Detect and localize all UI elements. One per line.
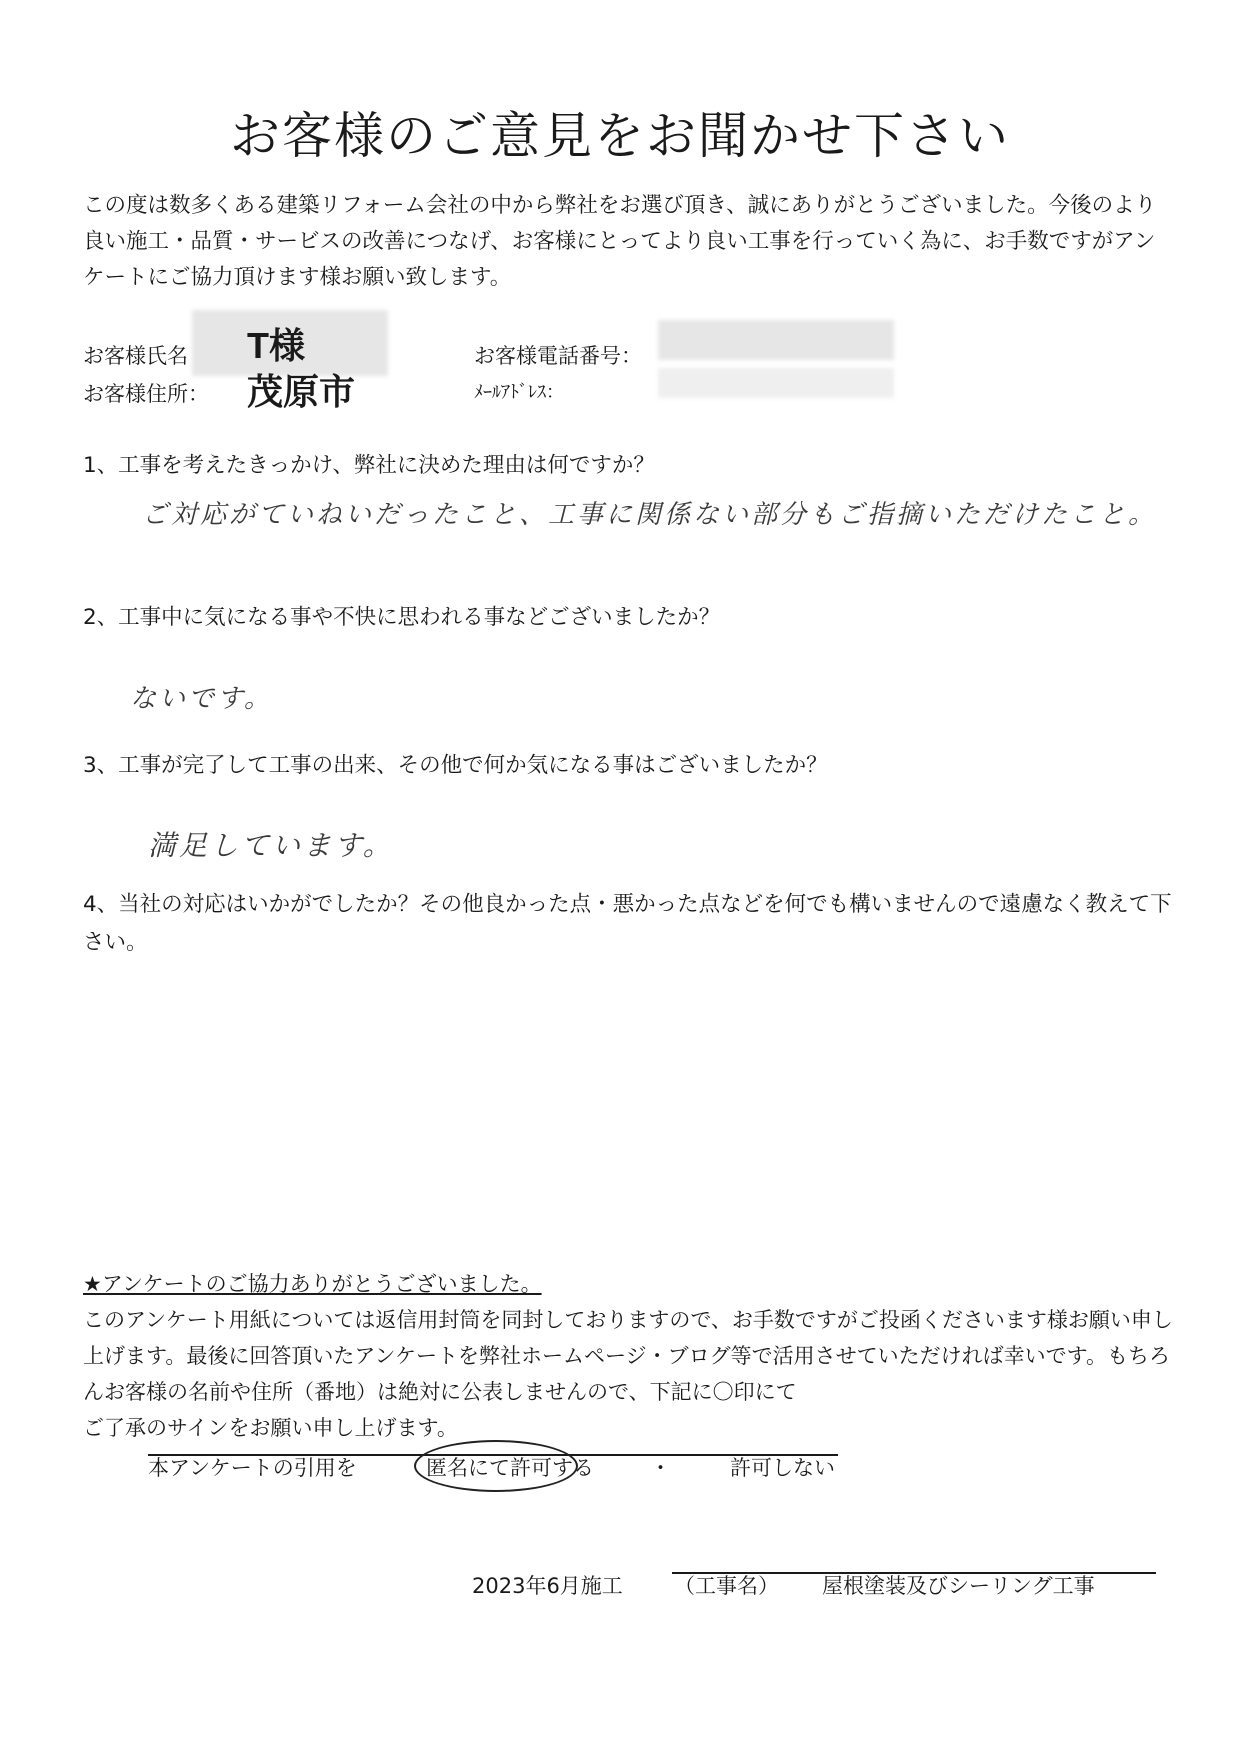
work-name-label: （工事名）: [674, 1574, 779, 1598]
question-2: 2、工事中に気になる事や不快に思われる事などございましたか？: [83, 605, 721, 630]
page-title: お客様のご意見をお聞かせ下さい: [230, 107, 1010, 165]
closing-body-2: ご了承のサインをお願い申し上げます。: [83, 1416, 458, 1440]
customer-email-label: ﾒｰﾙｱﾄﾞﾚｽ：: [474, 382, 564, 403]
consent-prefix: 本アンケートの引用を: [148, 1456, 357, 1480]
customer-name-value: T様: [247, 325, 305, 366]
closing-heading: ★アンケートのご協力ありがとうございました。: [83, 1272, 542, 1296]
answer-1-handwritten: ご対応がていねいだったこと、工事に関係ない部分もご指摘いただけたこと。: [142, 500, 1158, 530]
consent-separator: ・: [650, 1456, 671, 1480]
answer-2-handwritten: ないです。: [130, 684, 273, 714]
customer-address-label: お客様住所：: [83, 382, 209, 406]
closing-section: [83, 1266, 1173, 1446]
customer-name-label: お客様氏名: [83, 344, 188, 368]
construction-date: 2023年6月施工: [472, 1574, 623, 1598]
redacted-phone: [658, 320, 894, 360]
question-1: 1、工事を考えたきっかけ、弊社に決めた理由は何ですか？: [83, 453, 655, 478]
question-4: 4、当社の対応はいかがでしたか？その他良かった点・悪かった点などを何でも構いませんので遠慮なく教えて下さい。: [83, 892, 1172, 955]
work-name-value: 屋根塗装及びシーリング工事: [822, 1574, 1095, 1598]
consent-option-deny[interactable]: 許可しない: [730, 1456, 835, 1480]
selection-circle: [414, 1440, 578, 1492]
intro-text: この度は数多くある建築リフォーム会社の中から弊社をお選び頂き、誠にありがとうございました。今後のより良い施工・品質・サービスの改善につなげ、お客様にとってより良い工事を行っていく為に、お手数ですがアンケートにご協力頂けます様お願い致します。: [83, 193, 1157, 290]
redacted-email: [658, 368, 894, 398]
consent-option-anonymous[interactable]: 匿名にて許可する: [426, 1456, 594, 1480]
customer-address-value: 茂原市: [247, 371, 356, 412]
closing-body: このアンケート用紙については返信用封筒を同封しておりますので、お手数ですがご投函くださいます様お願い申し上げます。最後に回答頂いたアンケートを弊社ホームページ・ブログ等で活用させていただければ幸いです。もちろんお客様の名前や住所（番地）は絶対に公表しませんので、下記に〇印にて: [83, 1308, 1173, 1404]
answer-3-handwritten: 満足しています。: [148, 829, 394, 862]
question-3: 3、工事が完了して工事の出来、その他で何か気になる事はございましたか？: [83, 753, 828, 778]
customer-phone-label: お客様電話番号：: [474, 344, 642, 368]
